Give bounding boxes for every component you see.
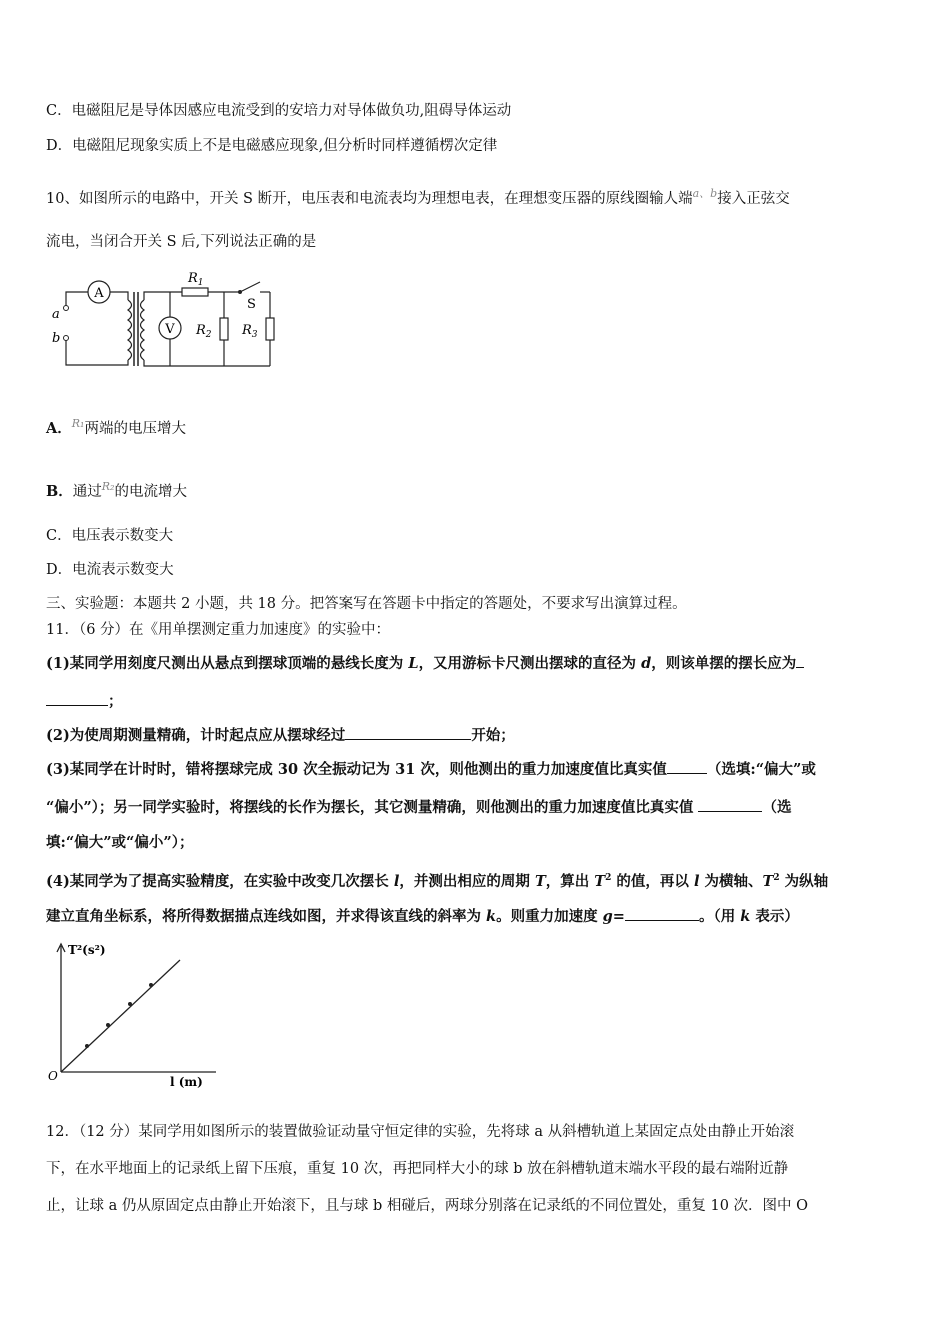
q10-option-b: B．通过$^{R_2}$的电流增大 <box>46 480 187 500</box>
r1-label: $R_1$ <box>188 271 204 288</box>
section-3-heading: 三、实验题：本题共 2 小题，共 18 分。把答案写在答题卡中指定的答题处，不要求写出演算过程。 <box>46 596 687 612</box>
answer-blank-3a[interactable] <box>667 758 707 774</box>
answer-blank-2[interactable] <box>345 724 471 740</box>
circuit-diagram <box>46 270 286 370</box>
data-point <box>106 1023 110 1027</box>
q11-title: 11．（6 分）在《用单摆测定重力加速度》的实验中： <box>46 622 391 638</box>
switch-label: S <box>247 297 256 312</box>
q10-option-c: C．电压表示数变大 <box>46 528 174 544</box>
terminal-a-label: a <box>52 307 60 322</box>
voltmeter-label: V <box>165 322 175 337</box>
q11-part1-cont: ； <box>46 690 123 712</box>
q11-part3: (3)某同学在计时时，错将摆球完成 30 次全振动记为 31 次，则他测出的重力加速度值比真实值 （选填:“偏大”或 <box>46 758 816 780</box>
resistor-r1 <box>182 288 208 296</box>
answer-blank-4[interactable] <box>625 905 699 921</box>
resistor-r3 <box>266 318 274 340</box>
ab-symbol: a、b <box>692 187 718 200</box>
fit-line <box>61 960 180 1072</box>
data-point <box>128 1002 132 1006</box>
q12-line1: 12．（12 分）某同学用如图所示的装置做验证动量守恒定律的实验，先将球 a 从斜槽轨道上某固定点处由静止开始滚 <box>46 1124 795 1140</box>
q11-part1: (1)某同学用刻度尺测出从悬点到摆球顶端的悬线长度为 L，又用游标卡尺测出摆球的直径为 d，则该单摆的摆长应为 <box>46 652 804 674</box>
q11-part3-end: 填:“偏大”或“偏小”）； <box>46 834 194 851</box>
q11-part4: (4)某同学为了提高实验精度，在实验中改变几次摆长 l，并测出相应的周期 T，算出 $T^2$ 的值，再以 l 为横轴、$T^2$ 为纵轴 <box>46 872 829 890</box>
y-axis-label: T²(s²) <box>68 943 106 957</box>
answer-blank-3b[interactable] <box>698 796 762 812</box>
r2-label: $R_2$ <box>196 323 212 340</box>
terminal-b-label: b <box>52 331 61 346</box>
data-point <box>85 1044 89 1048</box>
q10-stem-a: 10、如图所示的电路中，开关 S 断开，电压表和电流表均为理想电表，在理想变压器的原线圈输人端 <box>46 190 693 207</box>
t2-vs-l-graph <box>46 938 226 1090</box>
origin-label: O <box>48 1069 58 1083</box>
q10-stem-b: 接入正弦交 <box>717 190 790 207</box>
q9-option-d: D．电磁阻尼现象实质上不是电磁感应现象,但分析时同样遵循楞次定律 <box>46 138 498 154</box>
resistor-r2 <box>220 318 228 340</box>
q10-stem-line1 <box>46 184 790 209</box>
answer-blank-1a[interactable] <box>796 652 804 668</box>
r1-symbol: R₁ <box>71 417 85 430</box>
q12-line2: 下，在水平地面上的记录纸上留下压痕，重复 10 次，再把同样大小的球 b 放在斜槽轨道末端水平段的最右端附近静 <box>46 1161 789 1177</box>
r2-symbol: R₂ <box>101 480 115 493</box>
q10-stem-line2: 流电，当闭合开关 S 后,下列说法正确的是 <box>46 234 317 250</box>
q12-line3: 止，让球 a 仍从原固定点由静止开始滚下，且与球 b 相碰后，两球分别落在记录纸的不同位置处，重复 10 次．图中 O <box>46 1198 809 1214</box>
data-point <box>149 983 153 987</box>
q9-option-c: C．电磁阻尼是导体因感应电流受到的安培力对导体做负功,阻碍导体运动 <box>46 103 512 119</box>
q11-part3-cont: “偏小”）；另一同学实验时，将摆线的长作为摆长，其它测量精确，则他测出的重力加速度值比真实值 （选 <box>46 796 791 818</box>
r3-label: $R_3$ <box>242 323 258 340</box>
x-axis-label: l (m) <box>170 1075 203 1089</box>
ammeter-label: A <box>94 286 104 301</box>
q11-part4-cont: 建立直角坐标系，将所得数据描点连线如图，并求得该直线的斜率为 k。则重力加速度 g= 。（用 k 表示） <box>46 905 799 927</box>
q10-option-a: A．$^{R_1}$两端的电压增大 <box>46 417 186 437</box>
answer-blank-1b[interactable] <box>46 690 108 706</box>
q11-part2: (2)为使周期测量精确，计时起点应从摆球经过 开始； <box>46 724 515 746</box>
q10-option-d: D．电流表示数变大 <box>46 562 174 578</box>
